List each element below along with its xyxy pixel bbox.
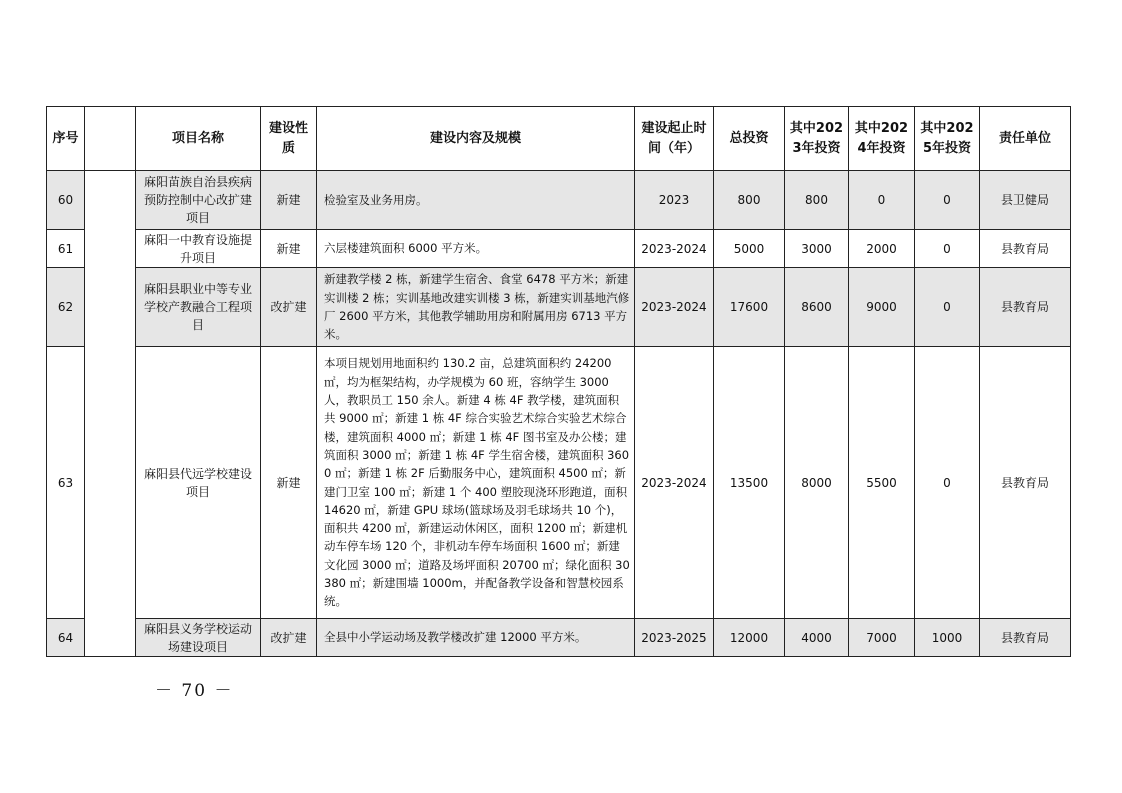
row-2023: 4000 bbox=[785, 619, 849, 657]
page-number: － 70 － bbox=[155, 681, 234, 701]
header-seq: 序号 bbox=[47, 107, 85, 171]
row-unit: 县教育局 bbox=[980, 347, 1071, 619]
row-2024: 2000 bbox=[849, 230, 915, 268]
row-period: 2023-2024 bbox=[635, 230, 714, 268]
row-nature: 新建 bbox=[261, 171, 317, 230]
header-2024: 其中2024年投资 bbox=[849, 107, 915, 171]
row-project-name: 麻阳一中教育设施提升项目 bbox=[136, 230, 261, 268]
row-2024: 5500 bbox=[849, 347, 915, 619]
row-unit: 县教育局 bbox=[980, 230, 1071, 268]
blank-column-cell bbox=[85, 171, 136, 657]
header-unit: 责任单位 bbox=[980, 107, 1071, 171]
row-unit: 县卫健局 bbox=[980, 171, 1071, 230]
header-blank bbox=[85, 107, 136, 171]
row-content: 新建教学楼 2 栋，新建学生宿舍、食堂 6478 平方米；新建实训楼 2 栋；实训基地改建实训楼 3 栋，新建实训基地汽修厂 2600 平方米，其他教学辅助用房和附属用房 6713 平方米。 bbox=[317, 268, 635, 347]
header-period: 建设起止时间（年） bbox=[635, 107, 714, 171]
row-2023: 8000 bbox=[785, 347, 849, 619]
row-project-name: 麻阳县代远学校建设项目 bbox=[136, 347, 261, 619]
row-total: 12000 bbox=[714, 619, 785, 657]
row-2023: 8600 bbox=[785, 268, 849, 347]
row-unit: 县教育局 bbox=[980, 619, 1071, 657]
row-nature: 改扩建 bbox=[261, 619, 317, 657]
row-2023: 3000 bbox=[785, 230, 849, 268]
project-table bbox=[46, 106, 1071, 657]
row-project-name: 麻阳县职业中等专业学校产教融合工程项目 bbox=[136, 268, 261, 347]
row-content: 六层楼建筑面积 6000 平方米。 bbox=[317, 230, 635, 268]
header-2023: 其中2023年投资 bbox=[785, 107, 849, 171]
row-nature: 新建 bbox=[261, 347, 317, 619]
row-seq: 60 bbox=[47, 171, 85, 230]
header-content: 建设内容及规模 bbox=[317, 107, 635, 171]
row-total: 17600 bbox=[714, 268, 785, 347]
row-period: 2023 bbox=[635, 171, 714, 230]
row-2024: 0 bbox=[849, 171, 915, 230]
row-project-name: 麻阳县义务学校运动场建设项目 bbox=[136, 619, 261, 657]
table-row bbox=[47, 171, 1071, 230]
row-2024: 7000 bbox=[849, 619, 915, 657]
row-period: 2023-2024 bbox=[635, 268, 714, 347]
header-row bbox=[47, 107, 1071, 171]
table-row bbox=[47, 619, 1071, 657]
row-2025: 0 bbox=[915, 171, 980, 230]
row-total: 13500 bbox=[714, 347, 785, 619]
row-unit: 县教育局 bbox=[980, 268, 1071, 347]
row-2025: 0 bbox=[915, 347, 980, 619]
row-period: 2023-2024 bbox=[635, 347, 714, 619]
row-2023: 800 bbox=[785, 171, 849, 230]
header-total: 总投资 bbox=[714, 107, 785, 171]
table-row bbox=[47, 230, 1071, 268]
row-content: 本项目规划用地面积约 130.2 亩，总建筑面积约 24200 ㎡，均为框架结构，办学规模为 60 班，容纳学生 3000 人，教职员工 150 余人。新建 4 栋 4F 教学楼，建筑面积共 9000 ㎡；新建 1 栋 4F 综合实验艺术综合实验艺术综合楼，建筑面积 4000 ㎡；新建 1 栋 4F 图书室及办公楼；建筑面积 3000 ㎡；新建 1 栋 4F 学生宿舍楼，建筑面积 3600 ㎡；新建 1 栋 2F 后勤服务中心，建筑面积 4500 ㎡；新建门卫室 100 ㎡；新建 1 个 400 塑胶现浇环形跑道，面积 14620 ㎡，新建 GPU 球场(篮球场及羽毛球场共 10 个)，面积共 4200 ㎡，新建运动休闲区，面积 1200 ㎡；新建机动车停车场 120 个，非机动车停车场面积 1600 ㎡；新建文化园 3000 ㎡；道路及场坪面积 20700 ㎡；绿化面积 30380 ㎡；新建围墙 1000m，并配备教学设备和智慧校园系统。 bbox=[317, 347, 635, 619]
row-content: 全县中小学运动场及教学楼改扩建 12000 平方米。 bbox=[317, 619, 635, 657]
header-name: 项目名称 bbox=[136, 107, 261, 171]
row-seq: 62 bbox=[47, 268, 85, 347]
row-seq: 64 bbox=[47, 619, 85, 657]
row-2025: 1000 bbox=[915, 619, 980, 657]
row-project-name: 麻阳苗族自治县疾病预防控制中心改扩建项目 bbox=[136, 171, 261, 230]
row-2024: 9000 bbox=[849, 268, 915, 347]
row-period: 2023-2025 bbox=[635, 619, 714, 657]
row-total: 800 bbox=[714, 171, 785, 230]
row-seq: 61 bbox=[47, 230, 85, 268]
row-seq: 63 bbox=[47, 347, 85, 619]
header-nature: 建设性质 bbox=[261, 107, 317, 171]
header-2025: 其中2025年投资 bbox=[915, 107, 980, 171]
row-total: 5000 bbox=[714, 230, 785, 268]
row-2025: 0 bbox=[915, 230, 980, 268]
row-content: 检验室及业务用房。 bbox=[317, 171, 635, 230]
table-row bbox=[47, 347, 1071, 619]
row-2025: 0 bbox=[915, 268, 980, 347]
row-nature: 改扩建 bbox=[261, 268, 317, 347]
table-row bbox=[47, 268, 1071, 347]
row-nature: 新建 bbox=[261, 230, 317, 268]
